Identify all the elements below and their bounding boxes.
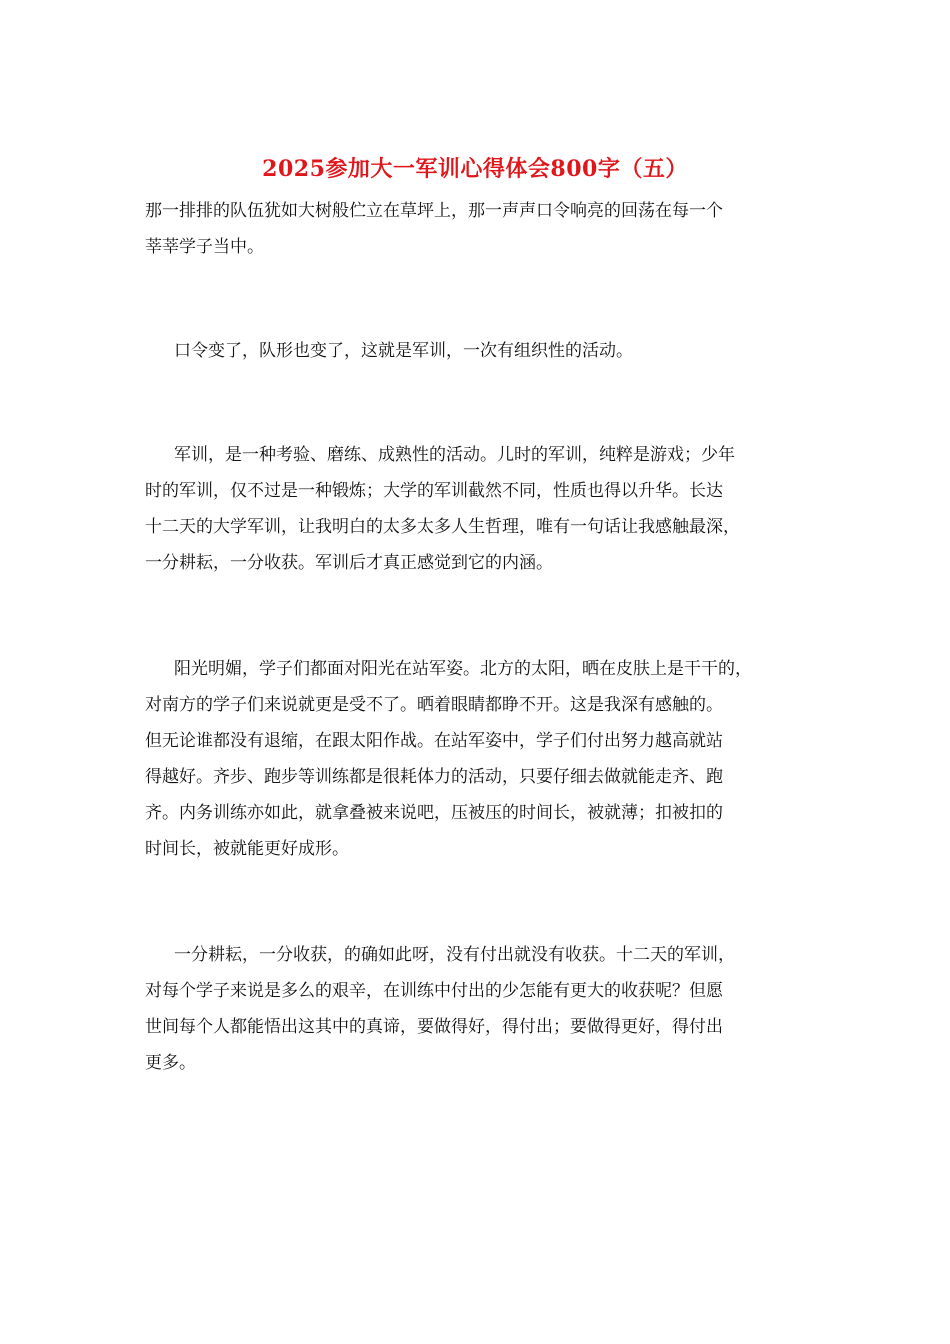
paragraph-1 <box>145 193 810 265</box>
paragraph-line: 时间长，被就能更好成形。 <box>145 839 349 859</box>
paragraph-line: 十二天的大学军训，让我明白的太多太多人生哲理，唯有一句话让我感触最深， <box>145 517 740 537</box>
paragraph-line: 对南方的学子们来说就更是受不了。晒着眼睛都睁不开。这是我深有感触的。 <box>145 695 723 715</box>
paragraph-3 <box>145 437 810 581</box>
paragraph-line: 时的军训，仅不过是一种锻炼；大学的军训截然不同，性质也得以升华。长达 <box>145 481 723 501</box>
paragraph-line: 但无论谁都没有退缩，在跟太阳作战。在站军姿中，学子们付出努力越高就站 <box>145 731 723 751</box>
paragraph-line: 军训，是一种考验、磨练、成熟性的活动。儿时的军训，纯粹是游戏；少年 <box>174 445 735 465</box>
paragraph-line: 阳光明媚，学子们都面对阳光在站军姿。北方的太阳，晒在皮肤上是干干的， <box>174 659 752 679</box>
paragraph-line: 一分耕耘，一分收获。军训后才真正感觉到它的内涵。 <box>145 553 553 573</box>
paragraph-line: 口令变了，队形也变了，这就是军训，一次有组织性的活动。 <box>174 341 633 361</box>
document-title: 2025参加大一军训心得体会800字（五） <box>262 156 688 182</box>
paragraph-line: 更多。 <box>145 1053 196 1073</box>
paragraph-line: 对每个学子来说是多么的艰辛，在训练中付出的少怎能有更大的收获呢？但愿 <box>145 981 723 1001</box>
paragraph-line: 齐。内务训练亦如此，就拿叠被来说吧，压被压的时间长，被就薄；扣被扣的 <box>145 803 723 823</box>
paragraph-line: 莘莘学子当中。 <box>145 237 264 257</box>
paragraph-5 <box>145 937 810 1081</box>
paragraph-4 <box>145 651 810 867</box>
paragraph-line: 一分耕耘，一分收获，的确如此呀，没有付出就没有收获。十二天的军训， <box>174 945 735 965</box>
paragraph-line: 那一排排的队伍犹如大树般伫立在草坪上，那一声声口令响亮的回荡在每一个 <box>145 201 723 221</box>
paragraph-line: 得越好。齐步、跑步等训练都是很耗体力的活动，只要仔细去做就能走齐、跑 <box>145 767 723 787</box>
paragraph-line: 世间每个人都能悟出这其中的真谛，要做得好，得付出；要做得更好，得付出 <box>145 1017 723 1037</box>
paragraph-2 <box>145 333 810 369</box>
